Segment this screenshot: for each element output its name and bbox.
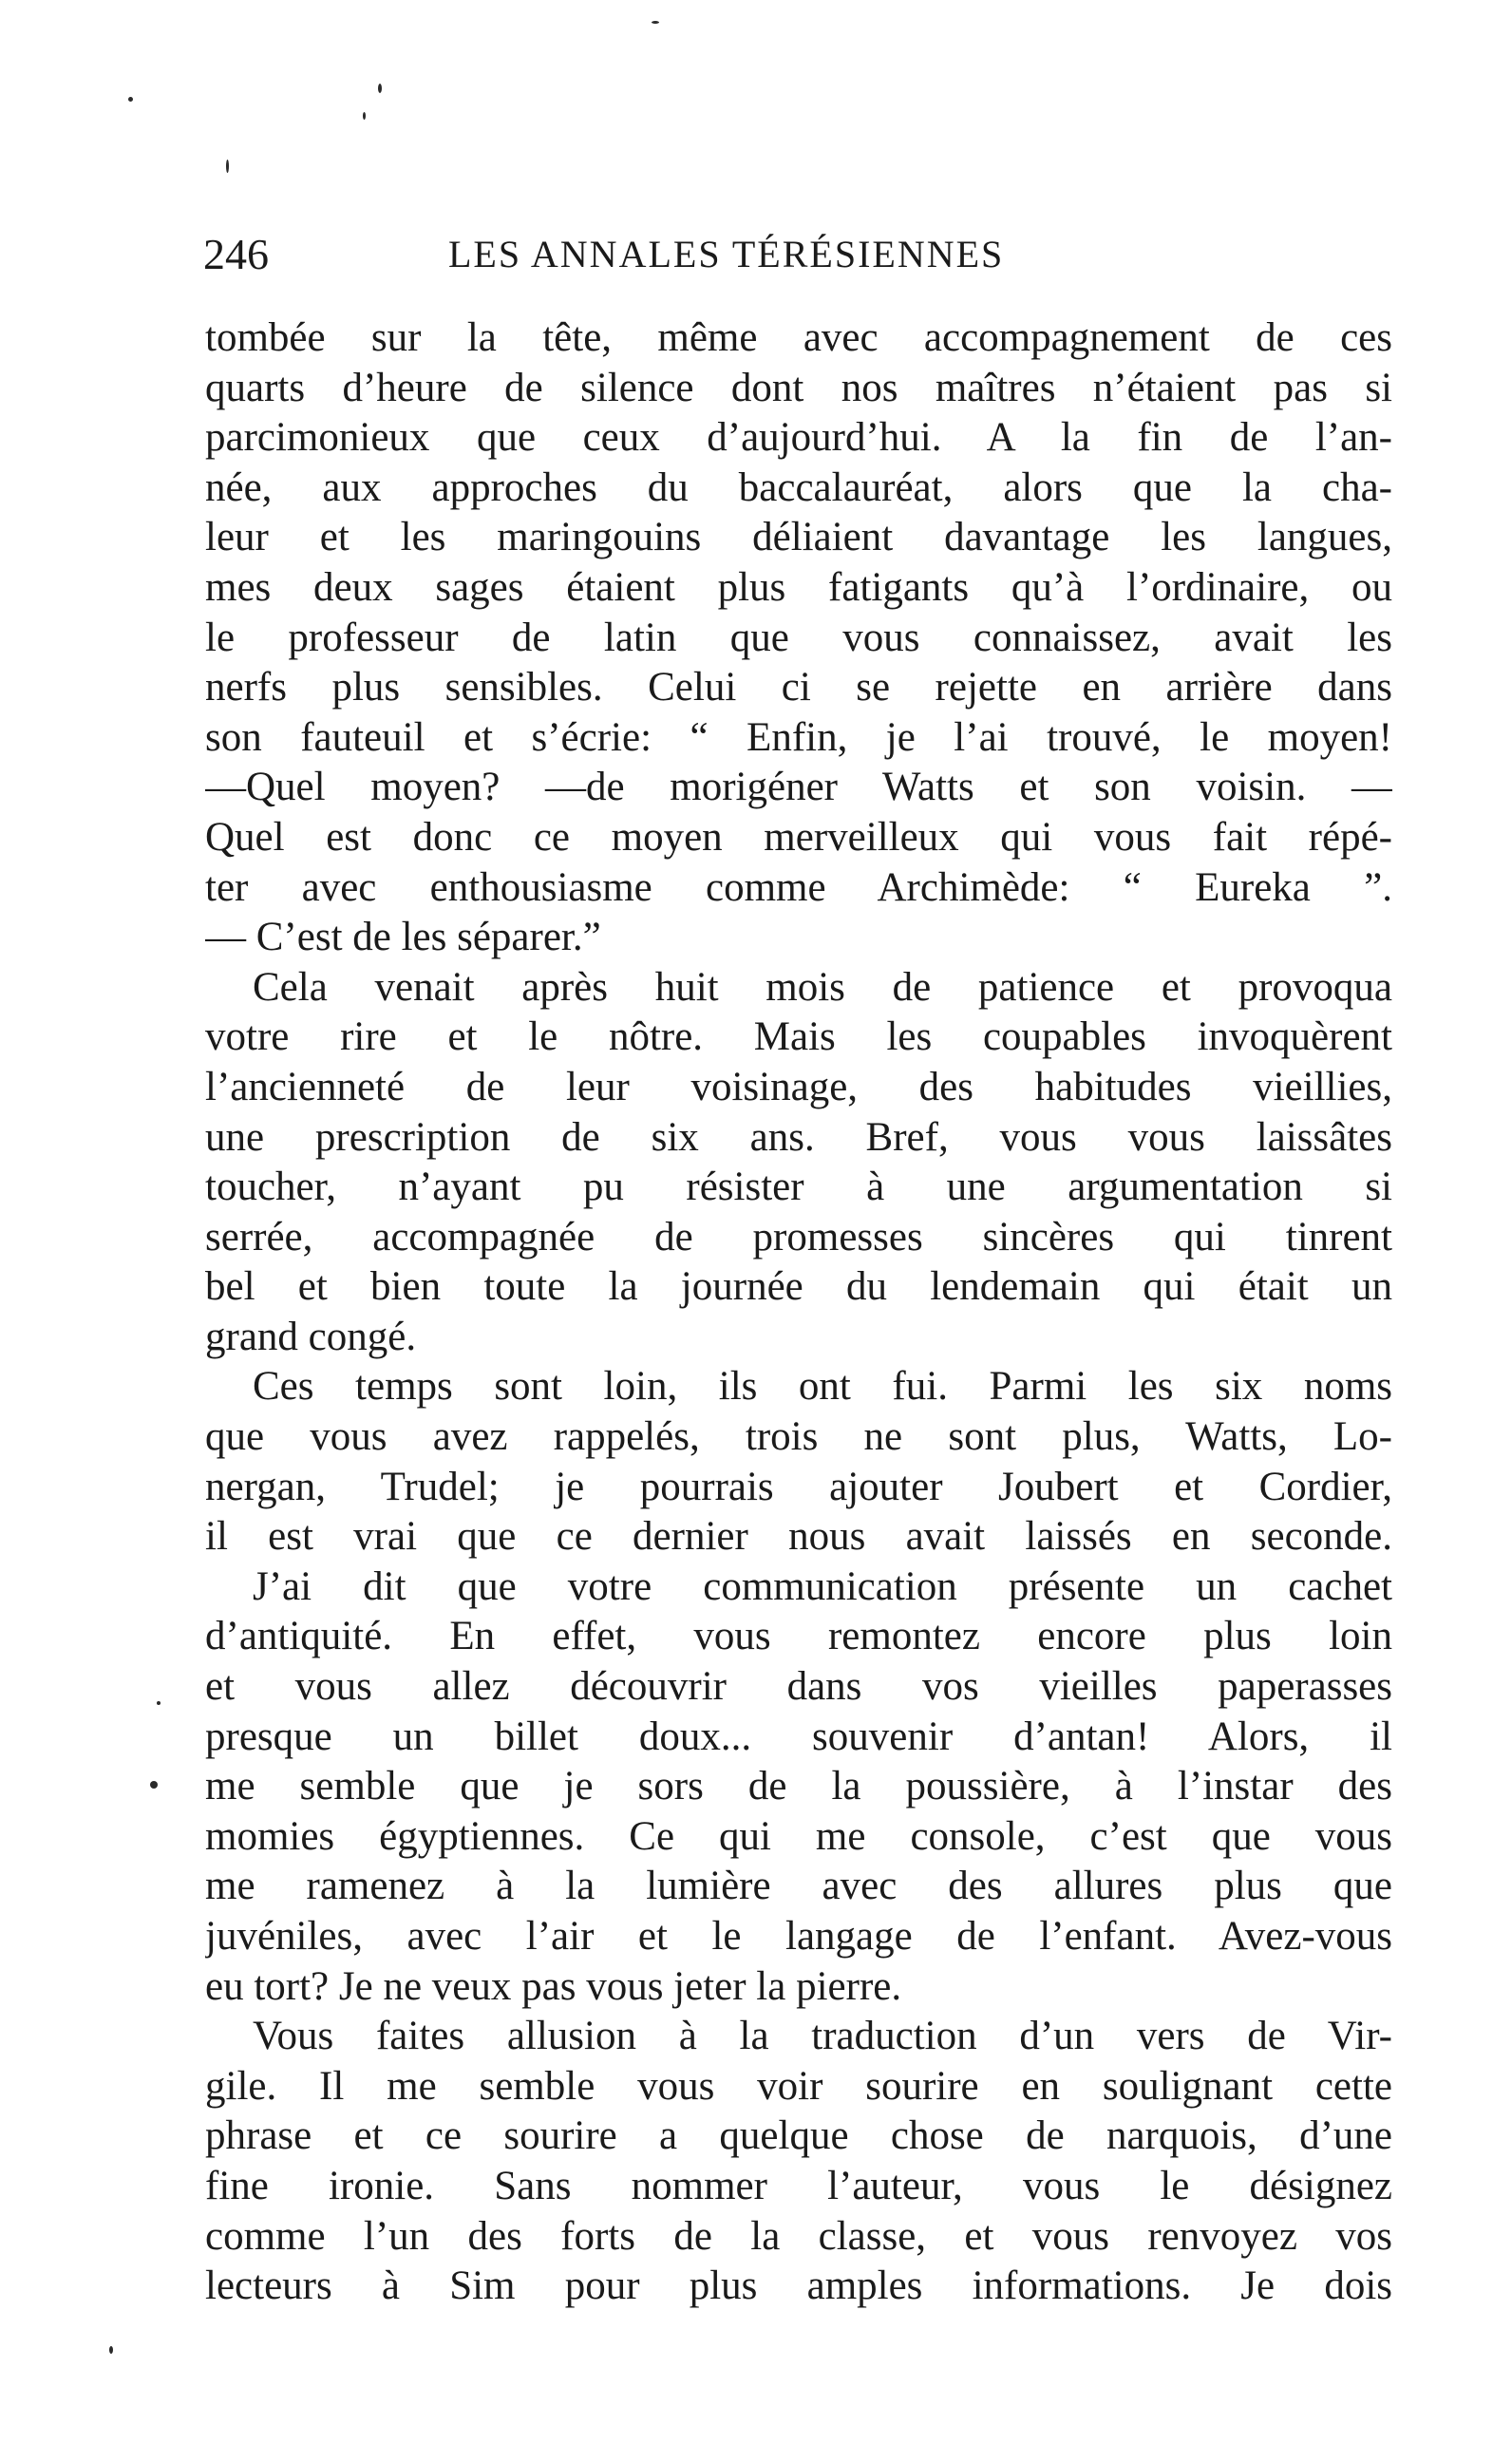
scan-speck: [150, 1781, 158, 1789]
text-line: J’ai dit que votre communication présente un cachet: [253, 1563, 1392, 1609]
text-line: lecteurs à Sim pour plus amples informations. Je dois: [205, 2263, 1392, 2309]
text-line: Vous faites allusion à la traduction d’un vers de Vir-: [253, 2014, 1392, 2059]
text-line: —Quel moyen? —de morigéner Watts et son voisin. —: [205, 765, 1392, 810]
text-line: serrée, accompagnée de promesses sincères qui tinrent: [205, 1214, 1392, 1259]
text-line: Quel est donc ce moyen merveilleux qui vous fait répé-: [205, 814, 1392, 860]
scan-speck: [226, 160, 229, 173]
text-line: juvéniles, avec l’air et le langage de l’enfant. Avez-vous: [205, 1914, 1392, 1959]
text-line: que vous avez rappelés, trois ne sont plus, Watts, Lo-: [205, 1414, 1392, 1460]
text-line: l’ancienneté de leur voisinage, des habitudes vieillies,: [205, 1064, 1392, 1109]
text-line: Cela venait après huit mois de patience et provoqua: [253, 964, 1392, 1010]
text-line: parcimonieux que ceux d’aujourd’hui. A la fin de l’an-: [205, 415, 1392, 461]
scan-speck: [109, 2346, 113, 2354]
text-line: bel et bien toute la journée du lendemain qui était un: [205, 1264, 1392, 1310]
text-line: fine ironie. Sans nommer l’auteur, vous le désignez: [205, 2163, 1392, 2208]
text-line: tombée sur la tête, même avec accompagnement de ces: [205, 315, 1392, 360]
text-line: d’antiquité. En effet, vous remontez encore plus loin: [205, 1614, 1392, 1659]
running-title: LES ANNALES TÉRÉSIENNES: [448, 233, 1005, 275]
text-line: nerfs plus sensibles. Celui ci se rejette en arrière dans: [205, 665, 1392, 710]
text-line: toucher, n’ayant pu résister à une argumentation si: [205, 1165, 1392, 1210]
text-line: comme l’un des forts de la classe, et vous renvoyez vos: [205, 2213, 1392, 2259]
text-line: et vous allez découvrir dans vos vieilles paperasses: [205, 1664, 1392, 1710]
scan-speck: [128, 97, 133, 102]
body-text: [205, 313, 1392, 2312]
scan-speck: [652, 21, 659, 24]
text-line: momies égyptiennes. Ce qui me console, c’est que vous: [205, 1813, 1392, 1859]
text-line: eu tort? Je ne veux pas vous jeter la pierre.: [205, 1963, 902, 2009]
text-line: son fauteuil et s’écrie: “ Enfin, je l’ai trouvé, le moyen!: [205, 714, 1392, 760]
text-line: phrase et ce sourire a quelque chose de narquois, d’une: [205, 2113, 1392, 2159]
text-line: gile. Il me semble vous voir sourire en soulignant cette: [205, 2063, 1392, 2109]
text-line: ter avec enthousiasme comme Archimède: “ Eureka ”.: [205, 864, 1392, 910]
text-line: une prescription de six ans. Bref, vous vous laissâtes: [205, 1114, 1392, 1160]
text-line: il est vrai que ce dernier nous avait laissés en seconde.: [205, 1514, 1392, 1560]
text-line: grand congé.: [205, 1314, 417, 1359]
page-number: 246: [203, 230, 269, 278]
text-line: Ces temps sont loin, ils ont fui. Parmi les six noms: [253, 1364, 1392, 1410]
text-line: presque un billet doux... souvenir d’antan! Alors, il: [205, 1714, 1392, 1759]
text-line: votre rire et le nôtre. Mais les coupables invoquèrent: [205, 1014, 1392, 1060]
scan-speck: [378, 84, 382, 93]
running-head: [203, 226, 1390, 283]
text-line: mes deux sages étaient plus fatigants qu’à l’ordinaire, ou: [205, 564, 1392, 610]
text-line: — C’est de les séparer.”: [205, 915, 601, 960]
text-line: le professeur de latin que vous connaissez, avait les: [205, 615, 1392, 660]
text-line: quarts d’heure de silence dont nos maîtres n’étaient pas si: [205, 365, 1392, 410]
text-line: me ramenez à la lumière avec des allures plus que: [205, 1864, 1392, 1909]
scan-speck: [157, 1701, 161, 1705]
text-line: me semble que je sors de la poussière, à l’instar des: [205, 1764, 1392, 1809]
text-line: nergan, Trudel; je pourrais ajouter Joubert et Cordier,: [205, 1464, 1392, 1509]
text-line: leur et les maringouins déliaient davantage les langues,: [205, 515, 1392, 560]
scan-speck: [363, 112, 366, 120]
text-line: née, aux approches du baccalauréat, alors que la cha-: [205, 464, 1392, 510]
